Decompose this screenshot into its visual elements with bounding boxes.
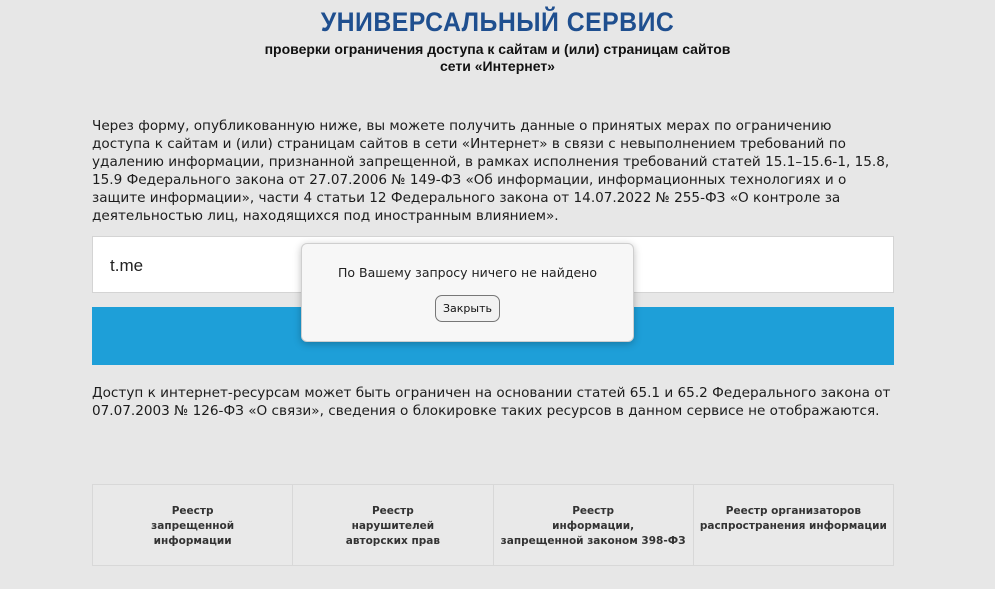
registry-link-copyright-violators[interactable] (293, 485, 493, 565)
subtitle-line-2: сети «Интернет» (440, 58, 555, 74)
registry-label: Реестр нарушителей авторских прав (345, 505, 440, 547)
subtitle-line-1: проверки ограничения доступа к сайтам и (или) страницам сайтов (264, 41, 731, 57)
registry-links (92, 484, 894, 566)
close-button[interactable]: Закрыть (435, 295, 500, 322)
result-dialog (301, 243, 634, 342)
note-text: Доступ к интернет-ресурсам может быть ограничен на основании статей 65.1 и 65.2 Федерального закона от 07.07.2003 № 126-ФЗ «О связи», сведения о блокировке таких ресурсов в данном сервисе не отображаются. (92, 385, 891, 419)
registry-link-distribution-organizers[interactable] (694, 485, 893, 565)
dialog-message: По Вашему запросу ничего не найдено (338, 265, 597, 280)
page-header (0, 0, 995, 75)
intro-text: Через форму, опубликованную ниже, вы можете получить данные о принятых мерах по ограничению доступа к сайтам и (или) страницам сайтов в сети «Интернет» в связи с невыполнением требований по удалению информации, признанной запрещенной, в рамках исполнения требований статей 15.1–15.6-1, 15.8, 15.9 Федерального закона от 27.07.2006 № 149-ФЗ «Об информации, информационных технологиях и о защите информации», части 4 статьи 12 Федерального закона от 14.07.2022 № 255-ФЗ «О контроле за деятельностью лиц, находящихся под иностранным влиянием». (92, 118, 890, 224)
registry-label: Реестр организаторов распространения информации (699, 505, 887, 532)
registry-label: Реестр информации, запрещенной законом 398-ФЗ (500, 505, 686, 547)
registry-label: Реестр запрещенной информации (151, 505, 235, 547)
registry-link-398-fz[interactable] (494, 485, 694, 565)
page-title: УНИВЕРСАЛЬНЫЙ СЕРВИС (320, 7, 675, 37)
registry-link-forbidden-info[interactable] (93, 485, 293, 565)
page-subtitle (0, 41, 995, 75)
search-input[interactable]: t.me (92, 236, 894, 293)
